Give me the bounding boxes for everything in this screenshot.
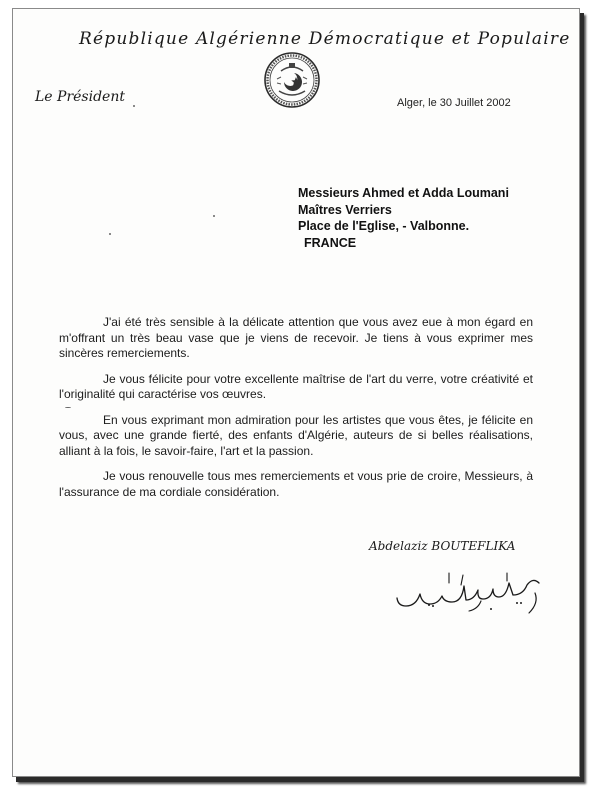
recipient-address (298, 185, 509, 251)
recipient-country: FRANCE (304, 235, 357, 250)
recipient-names: Messieurs Ahmed et Adda Loumani (298, 186, 509, 200)
scan-speck (65, 407, 71, 408)
paragraph-thanks: J'ai été très sensible à la délicate attention que vous avez eue à mon égard en m'offrant un très beau vase que je viens de recevoir. Je tiens à vous exprimer mes sincères remerciements. (59, 315, 533, 360)
state-seal-icon (263, 51, 321, 109)
paragraph-admiration: En vous exprimant mon admiration pour les artistes que vous êtes, je félicite en vous, avec une grande fierté, des enfants d'Algérie, auteurs de si belles réalisations, alliant à la fois, le savoir-faire, l'art et la passion. (59, 412, 533, 458)
letter-body (59, 315, 533, 510)
paragraph-congratulations: Je vous félicite pour votre excellente maîtrise de l'art du verre, votre créativité et l'originalité qui caractérise vos œuvres. (59, 371, 533, 401)
letter-page (12, 8, 580, 777)
paragraph-closing: Je vous renouvelle tous mes remerciements et vous prie de croire, Messieurs, à l'assurance de ma cordiale considération. (59, 469, 533, 499)
scan-speck (109, 233, 111, 235)
letterhead-title: République Algérienne Démocratique et Populaire (79, 29, 571, 49)
scan-speck (213, 215, 215, 217)
handwritten-signature (389, 569, 549, 619)
date-line: Alger, le 30 Juillet 2002 (397, 97, 511, 109)
signatory-name: Abdelaziz BOUTEFLIKA (369, 539, 516, 553)
recipient-street: Place de l'Eglise, - Valbonne. (298, 219, 470, 233)
sender-title: Le Président (35, 89, 125, 105)
recipient-profession: Maîtres Verriers (298, 202, 392, 217)
scan-speck (133, 105, 135, 107)
